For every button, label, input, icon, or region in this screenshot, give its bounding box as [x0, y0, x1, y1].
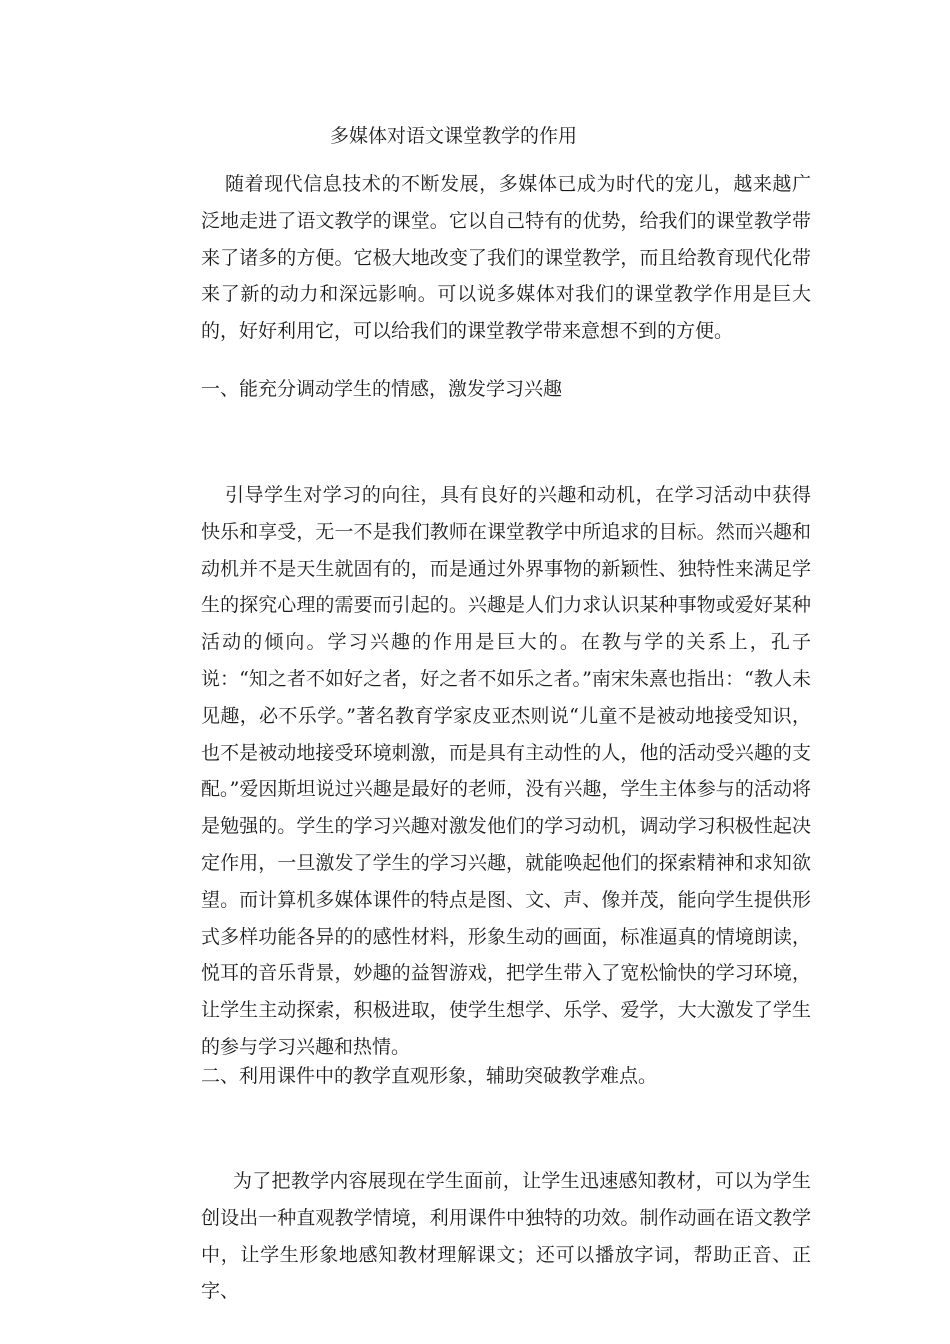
document-title: 多媒体对语文课堂教学的作用 [330, 125, 578, 147]
section-1-paragraph: 引导学生对学习的向往，具有良好的兴趣和动机，在学习活动中获得快乐和享受，无一不是我们教师在课堂教学中所追求的目标。然而兴趣和动机并不是天生就固有的，而是通过外界事物的新颖性、独特性来满足学生的探究心理的需要而引起的。兴趣是人们力求认识某种事物或爱好某种活动的倾向。学习兴趣的作用是巨大的。在教与学的关系上，孔子说：“知之者不如好之者，好之者不如乐之者。”南宋朱熹也指出：“教人未见趣，必不乐学。”著名教育学家皮亚杰则说“儿童不是被动地接受知识，也不是被动地接受环境刺激，而是具有主动性的人，他的活动受兴趣的支配。”爱因斯坦说过兴趣是最好的老师，没有兴趣，学生主体参与的活动将是勉强的。学生的学习兴趣对激发他们的学习动机，调动学习积极性起决定作用，一旦激发了学生的学习兴趣，就能唤起他们的探索精神和求知欲望。而计算机多媒体课件的特点是图、文、声、像并茂，能向学生提供形式多样功能各异的的感性材料，形象生动的画面，标准逼真的情境朗读，悦耳的音乐背景，妙趣的益智游戏，把学生带入了宽松愉快的学习环境，让学生主动探索，积极进取，使学生想学、乐学、爱学，大大激发了学生的参与学习兴趣和热情。 [201, 484, 811, 1058]
section-2-heading: 二、利用课件中的教学直观形象，辅助突破教学难点。 [201, 1065, 658, 1087]
section-1-heading: 一、能充分调动学生的情感，激发学习兴趣 [201, 378, 563, 400]
section-2-paragraph: 为了把教学内容展现在学生面前，让学生迅速感知教材，可以为学生创设出一种直观教学情境，利用课件中独特的功效。制作动画在语文教学中，让学生形象地感知教材理解课文；还可以播放字词，帮助正音、正字、 [201, 1170, 811, 1303]
intro-paragraph: 随着现代信息技术的不断发展，多媒体已成为时代的宠儿，越来越广泛地走进了语文教学的课堂。它以自己特有的优势，给我们的课堂教学带来了诸多的方便。它极大地改变了我们的课堂教学，而且给教育现代化带来了新的动力和深远影响。可以说多媒体对我们的课堂教学作用是巨大的，好好利用它，可以给我们的课堂教学带来意想不到的方便。 [201, 173, 811, 343]
